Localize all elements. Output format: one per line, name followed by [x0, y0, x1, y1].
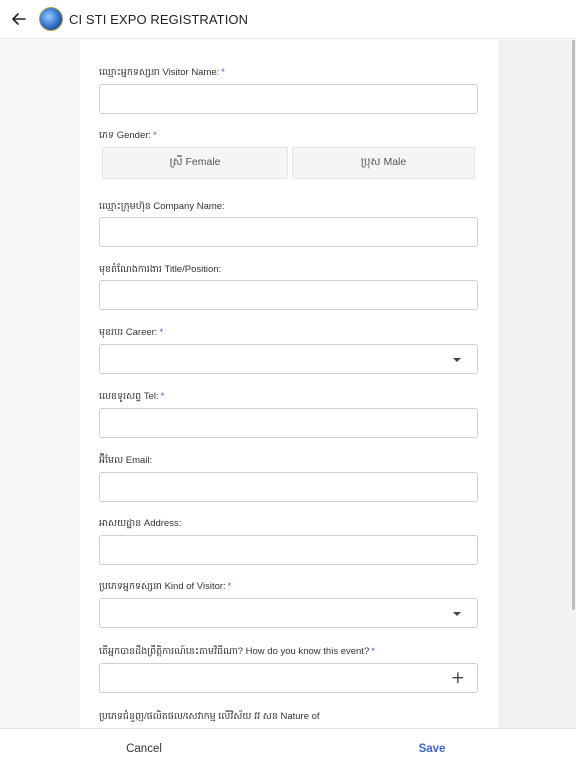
- back-button[interactable]: [2, 0, 36, 39]
- company-name-input[interactable]: [100, 218, 477, 246]
- tel-field[interactable]: [99, 408, 478, 438]
- visitor-name-label: ឈ្មោះអ្នកទស្សនា Visitor Name: *: [99, 67, 225, 78]
- globe-emblem-icon: [39, 7, 63, 31]
- how-know-label: តើអ្នកបានដឹងព្រឹត្តិការណ៍នេះតាមវិធីណា? How do you know this event? *: [99, 646, 375, 657]
- career-select[interactable]: [99, 344, 478, 374]
- address-input[interactable]: [100, 536, 477, 564]
- save-button[interactable]: Save: [418, 743, 446, 755]
- scrollbar[interactable]: [572, 40, 575, 610]
- kind-of-visitor-select[interactable]: [99, 598, 478, 628]
- right-margin-panel: [498, 40, 576, 728]
- gender-label: ភេទ Gender: *: [99, 130, 157, 141]
- company-name-label: ឈ្មោះក្រុមហ៊ុន Company Name:: [99, 201, 225, 212]
- nature-of-business-label: ប្រភេទជំនួញ/ផលិតផល/សេវាកម្ម លើវិស័យ វវ សន Nature of: [99, 711, 320, 722]
- email-field[interactable]: [99, 472, 478, 502]
- page-title: CI STI EXPO REGISTRATION: [69, 11, 249, 27]
- tel-input[interactable]: [100, 409, 477, 437]
- address-label: អាសយដ្ឋាន Address:: [99, 518, 182, 529]
- kind-of-visitor-label: ប្រភេទអ្នកទស្សនា Kind of Visitor: *: [99, 581, 232, 592]
- gender-male-button[interactable]: ប្រុស Male: [292, 147, 475, 179]
- title-position-label: មុខតំណែងការងារ Title/Position:: [99, 264, 222, 275]
- email-input[interactable]: [100, 473, 477, 501]
- email-label: អ៊ីមែល Email:: [99, 455, 153, 466]
- footer-bar: [0, 728, 576, 768]
- address-field[interactable]: [99, 535, 478, 565]
- cancel-button[interactable]: Cancel: [126, 743, 162, 755]
- career-label: មុខរបរ Career: *: [99, 327, 164, 338]
- app-header: [0, 0, 576, 39]
- company-name-field[interactable]: [99, 217, 478, 247]
- registration-form: [80, 40, 498, 728]
- title-position-field[interactable]: [99, 280, 478, 310]
- tel-label: លេខទូរសព្ទ Tel: *: [99, 391, 165, 402]
- arrow-left-icon: [12, 13, 26, 25]
- visitor-name-field[interactable]: [99, 84, 478, 114]
- gender-female-button[interactable]: ស្រី Female: [102, 147, 288, 179]
- caret-down-icon: [453, 358, 461, 362]
- caret-down-icon: [453, 612, 461, 616]
- title-position-input[interactable]: [100, 281, 477, 309]
- plus-icon[interactable]: +: [450, 668, 465, 688]
- how-know-field[interactable]: [99, 663, 478, 693]
- left-margin-panel: [0, 40, 80, 728]
- visitor-name-input[interactable]: [100, 85, 477, 113]
